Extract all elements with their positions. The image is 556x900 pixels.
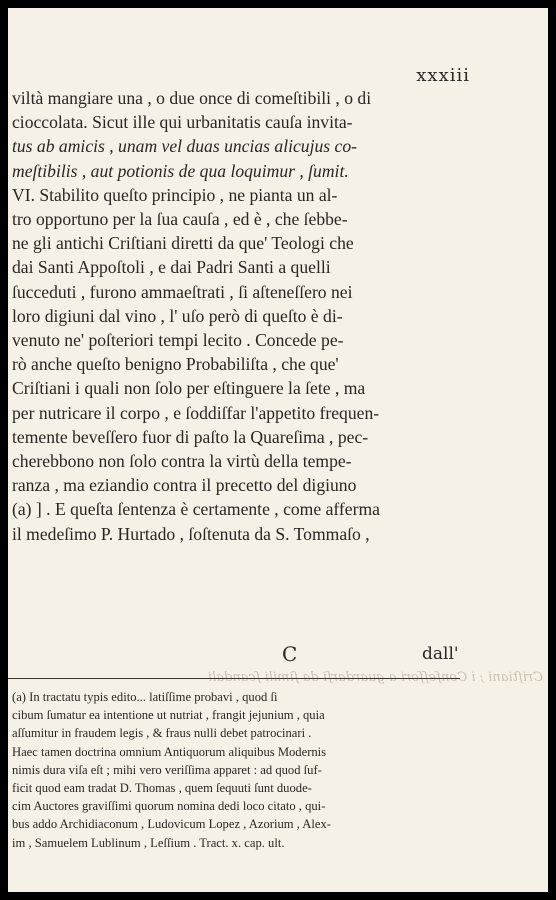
text-line: venuto ne' poſteriori tempi lecito . Concede pe- <box>12 330 344 351</box>
footnote-line: nimis dura viſa eſt ; mihi vero veriſſima apparet : ad quod ſuf- <box>12 762 322 777</box>
book-page <box>8 8 548 892</box>
text-line: (a) ] . E queſta ſentenza è certamente , come afferma <box>12 499 380 520</box>
footnote-line: cim Auctores graviſſimi quorum nomina dedi loco citato , qui- <box>12 799 326 814</box>
bleed-through-text: Criſtiani ; i Confeſſori a guardarſi da ſimili ſcandali <box>208 670 543 685</box>
footnote-line: cibum ſumatur ea intentione ut nutriat , frangit jejunium , quia <box>12 708 325 723</box>
footnotes <box>12 688 462 852</box>
footnote-line: Haec tamen doctrina omnium Antiquorum aliquibus Modernis <box>12 744 327 759</box>
text-line: temente beveſſero fuor di paſto la Quareſima , pec- <box>12 426 369 447</box>
text-line: ranza , ma eziandio contra il precetto del digiuno <box>12 475 357 496</box>
footnote-line: im , Samuelem Lublinum , Leſſium . Tract. x. cap. ult. <box>12 835 285 850</box>
text-line: cherebbono non ſolo contra la virtù della tempe- <box>12 451 352 472</box>
footnote-line: (a) In tractatu typis edito... latiſſime probavi , quod ſi <box>12 690 278 704</box>
footnote-rule <box>8 678 460 679</box>
text-line: viltà mangiare una , o due once di comeſtibili , o di <box>12 88 372 108</box>
footnote-line: ficit quod eam tradat D. Thomas , quem ſequuti ſunt duode- <box>12 781 312 796</box>
footnote-line: bus addo Archidiaconum , Ludovicum Lopez , Azorium , Alex- <box>12 817 331 832</box>
text-line <box>12 110 464 134</box>
text-line: Criſtiani i quali non ſolo per eſtinguere la ſete , ma <box>12 378 366 399</box>
text-line: loro digiuni dal vino , l' uſo però di queſto è di- <box>12 305 343 326</box>
signature-mark: C <box>282 642 298 666</box>
text-line: VI. Stabilito queſto principio , ne pianta un al- <box>12 184 338 205</box>
text-line: dai Santi Appoſtoli , e dai Padri Santi a quelli <box>12 257 331 278</box>
page-number: xxxiii <box>416 65 470 86</box>
text-line-content: cioccolata. Sicut ille qui urbanitatis cauſa invita- <box>12 112 353 133</box>
text-line: ne gli antichi Criſtiani diretti da que' Teologi che <box>12 233 354 254</box>
text-line: per nutricare il corpo , e ſoddiſfar l'appetito frequen- <box>12 402 380 423</box>
text-line: tro opportuno per la ſua cauſa , ed è , che ſebbe- <box>12 209 348 230</box>
text-line: ſucceduti , furono ammaeſtrati , ſi aſteneſſero nei <box>12 281 353 302</box>
footnote-line: aſſumitur in fraudem legis , & fraus nulli debet patrocinari . <box>12 726 312 741</box>
catchword: dall' <box>422 644 459 664</box>
text-line: il medeſimo P. Hurtado , ſoſtenuta da S. Tommaſo , <box>12 523 370 544</box>
text-line: rò anche queſto benigno Probabiliſta , che que' <box>12 354 339 375</box>
text-line: meſtibilis , aut potionis de qua loquimur , ſumit. <box>12 160 349 181</box>
main-text <box>12 86 464 546</box>
text-line: tus ab amicis , unam vel duas uncias alicujus co- <box>12 136 357 157</box>
